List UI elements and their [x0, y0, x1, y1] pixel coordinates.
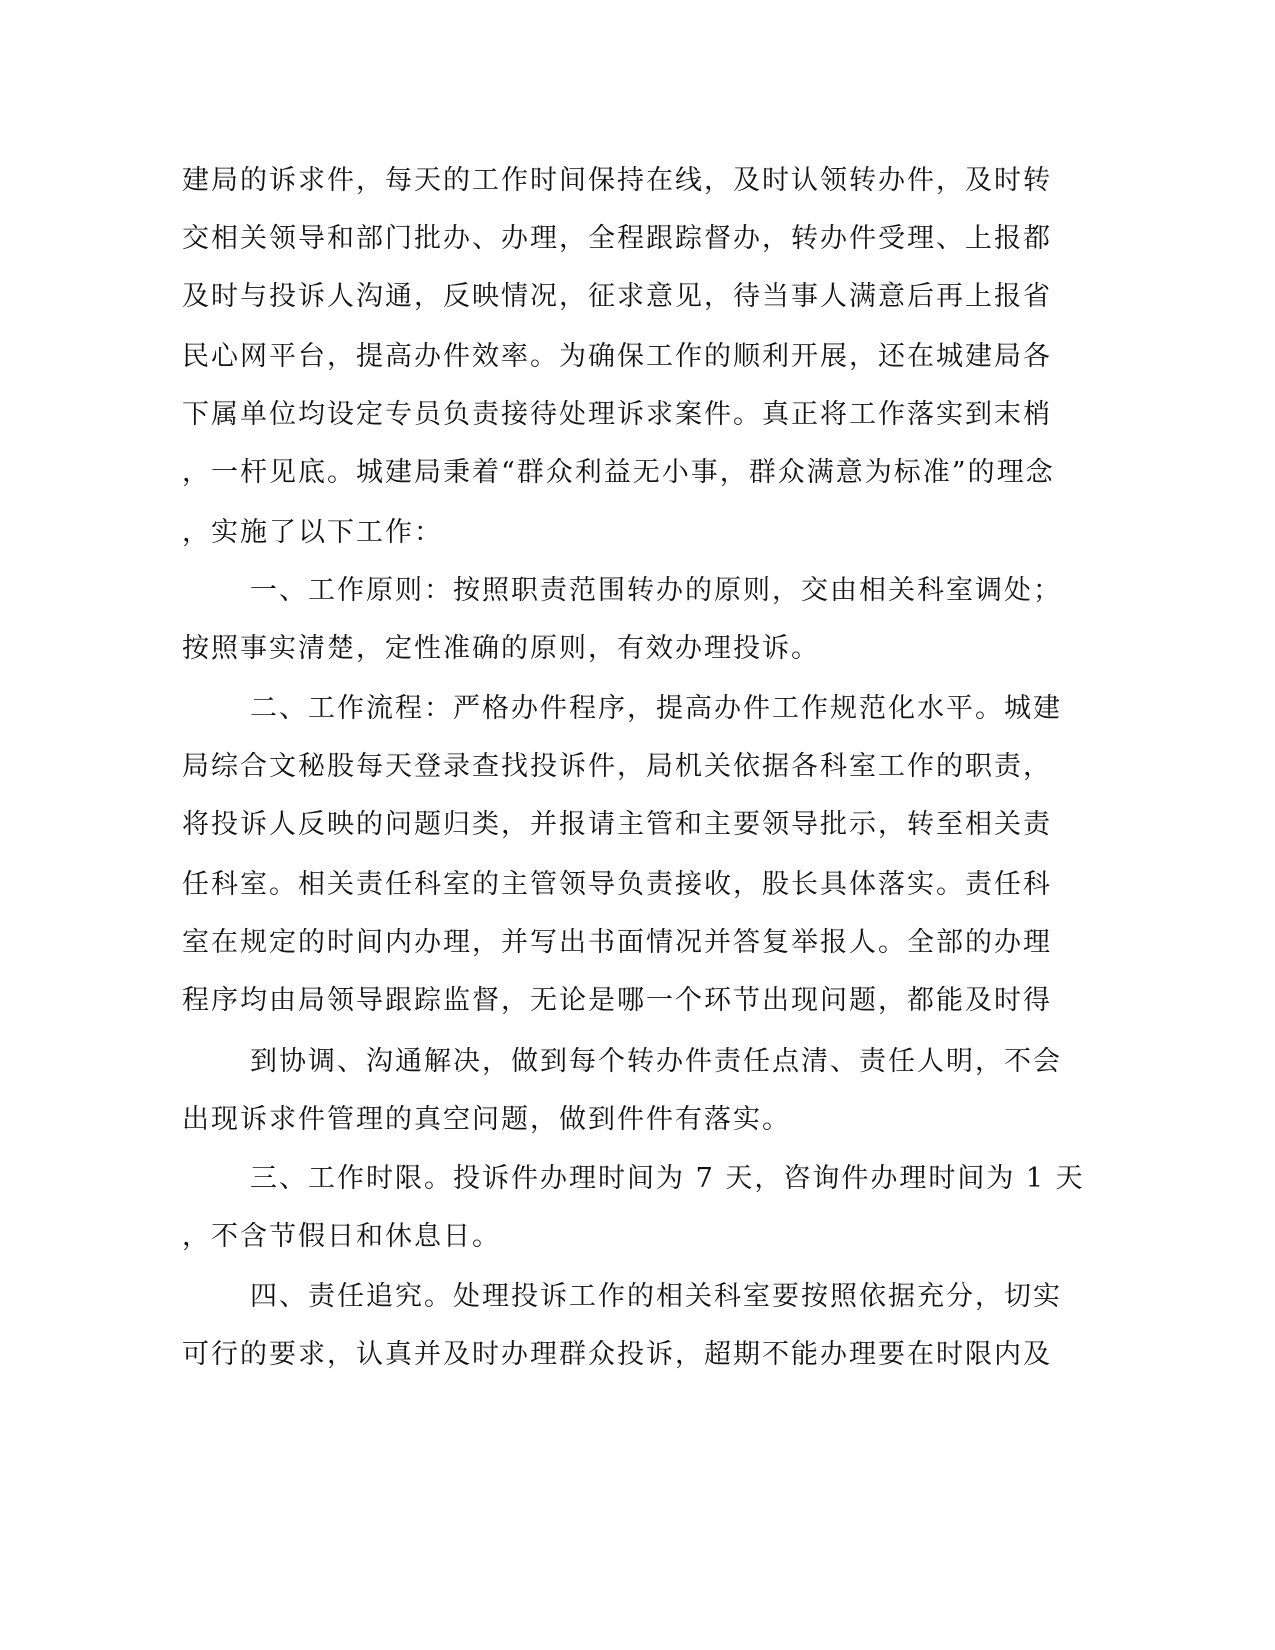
- paragraph-heading-process: 二、工作流程：严格办件程序，提高办件工作规范化水平。城建: [250, 693, 1062, 724]
- paragraph-heading-accountability: 四、责任追究。处理投诉工作的相关科室要按照依据充分，切实: [250, 1281, 1062, 1312]
- text-line: 将投诉人反映的问题归类，并报请主管和主要领导批示，转至相关责: [182, 809, 1052, 840]
- text-line: 到协调、沟通解决，做到每个转办件责任点清、责任人明，不会: [250, 1046, 1062, 1077]
- text-line: 程序均由局领导跟踪监督，无论是哪一个环节出现问题，都能及时得: [182, 985, 1052, 1016]
- text-line: 交相关领导和部门批办、办理，全程跟踪督办，转办件受理、上报都: [182, 223, 1052, 254]
- paragraph-heading-principles: 一、工作原则：按照职责范围转办的原则，交由相关科室调处；: [250, 575, 1062, 606]
- text-line: 可行的要求，认真并及时办理群众投诉，超期不能办理要在时限内及: [182, 1339, 1052, 1370]
- text-line: 及时与投诉人沟通，反映情况，征求意见，待当事人满意后再上报省: [182, 281, 1052, 312]
- text-line: ，实施了以下工作：: [182, 517, 443, 548]
- text-line: 建局的诉求件，每天的工作时间保持在线，及时认领转办件，及时转: [182, 165, 1052, 196]
- text-line: 室在规定的时间内办理，并写出书面情况并答复举报人。全部的办理: [182, 927, 1052, 958]
- paragraph-heading-time-limit: 三、工作时限。投诉件办理时间为 7 天，咨询件办理时间为 1 天: [250, 1163, 1085, 1194]
- text-line: 出现诉求件管理的真空问题，做到件件有落实。: [182, 1104, 791, 1135]
- text-line: 局综合文秘股每天登录查找投诉件，局机关依据各科室工作的职责，: [182, 751, 1052, 782]
- text-line: 任科室。相关责任科室的主管领导负责接收，股长具体落实。责任科: [182, 869, 1052, 900]
- text-line: 按照事实清楚，定性准确的原则，有效办理投诉。: [182, 633, 820, 664]
- text-line: ，一杆见底。城建局秉着“群众利益无小事，群众满意为标准”的理念: [182, 457, 1055, 488]
- text-line: 下属单位均设定专员负责接待处理诉求案件。真正将工作落实到末梢: [182, 399, 1052, 430]
- text-line: ，不含节假日和休息日。: [182, 1221, 501, 1252]
- text-line: 民心网平台，提高办件效率。为确保工作的顺利开展，还在城建局各: [182, 341, 1052, 372]
